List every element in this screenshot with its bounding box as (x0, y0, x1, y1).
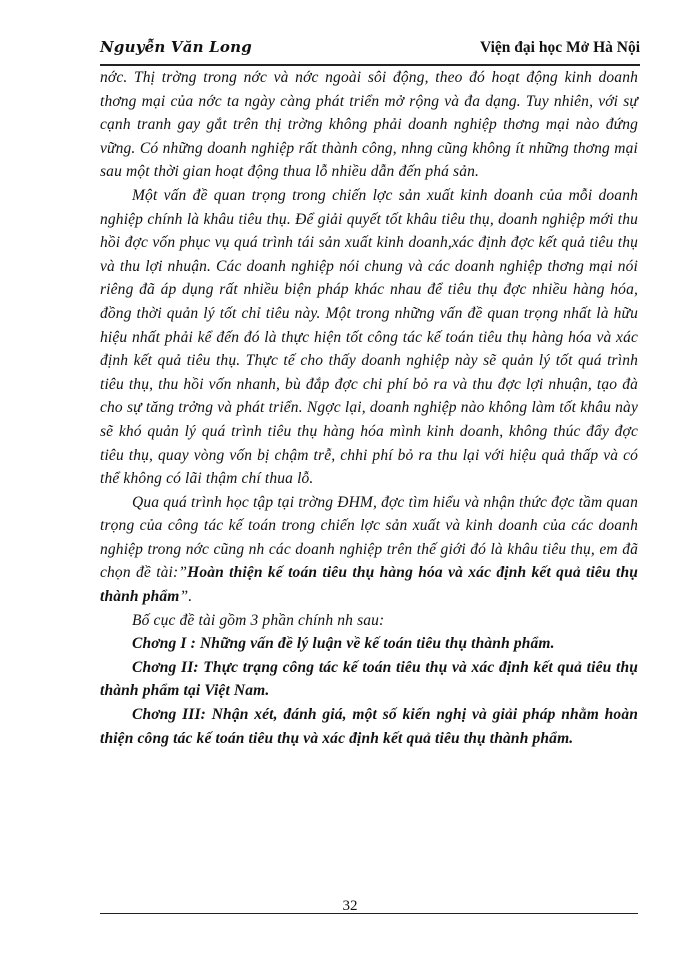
topic-open-quote: ” (178, 564, 188, 582)
page-number: 32 (342, 898, 358, 914)
chapter-3: Chơng III: Nhận xét, đánh giá, một số kiến nghị và giải pháp nhằm hoàn thiện công tác kế toán tiêu thụ và xác định kết quả tiêu thụ thành phẩm. (100, 706, 638, 747)
footer-rule (100, 913, 638, 914)
paragraph-3 (100, 491, 638, 609)
chapter-1: Chơng I : Những vấn đề lý luận về kế toán tiêu thụ thành phẩm. (132, 635, 555, 653)
paragraph-3-text: Qua quá trình học tập tại trờng ĐHM, đợc tìm hiểu và nhận thức đợc tầm quan trọng của công tác kế toán trong chiến lợc sản xuất và kinh doanh của các doanh nghiệp trong nớc cũng nh các doanh nghiệp trên thế giới đó là khâu tiêu thụ, em đã chọn đề tài: (100, 493, 638, 582)
body-text (100, 66, 638, 750)
chapter-2: Chơng II: Thực trạng công tác kế toán tiêu thụ và xác định kết quả tiêu thụ thành phẩm tại Việt Nam. (100, 658, 638, 700)
topic-close-quote: ”. (179, 588, 193, 606)
header-author: Nguyễn Văn Long (100, 38, 252, 56)
outline-intro: Bố cục đề tài gồm 3 phần chính nh sau: (132, 611, 385, 629)
topic-title: Hoàn thiện kế toán tiêu thụ hàng hóa và xác định kết quả tiêu thụ thành phẩm (100, 564, 638, 606)
header-institution: Viện đại học Mở Hà Nội (480, 39, 640, 56)
paragraph-2: Một vấn đề quan trọng trong chiến lợc sản xuất kinh doanh của mỗi doanh nghiệp chính là khâu tiêu thụ. Để giải quyết tốt khâu tiêu thụ, doanh nghiệp mới thu hồi đợc vốn phục vụ quá trình tái sản xuất kinh doanh,xác định đợc kết quả tiêu thụ và thu lợi nhuận. Các doanh nghiệp nói chung và các doanh nghiệp thơng mại nói riêng đã áp dụng rất nhiều biện pháp khác nhau để tiêu thụ đợc nhiều hàng hóa, đồng thời quản lý tốt chỉ tiêu này. Một trong những vấn đề quan trọng nhất là hữu hiệu nhất phải kể đến đó là thực hiện tốt công tác kế toán tiêu thụ hàng hóa và xác định kết quả tiêu thụ. Thực tế cho thấy doanh nghiệp này sẽ quản lý tốt quá trình tiêu thụ, thu hồi vốn nhanh, bù đắp đợc chi phí bỏ ra và thu đợc lợi nhuận, tạo đà cho sự tăng trởng và phát triển. Ngợc lại, doanh nghiệp nào không làm tốt khâu này sẽ khó quản lý quá trình tiêu thụ hàng hóa mình kinh doanh, không thúc đẩy đợc tiêu thụ, quay vòng vốn bị chậm trễ, chhi phí bỏ ra thu lại với hiệu quả thấp và có thể không có lãi thậm chí thua lỗ. (100, 186, 638, 488)
page-header (100, 38, 640, 66)
paragraph-1: nớc. Thị trờng trong nớc và nớc ngoài sôi động, theo đó hoạt động kinh doanh thơng mại của nớc ta ngày càng phát triển mở rộng và đa dạng. Tuy nhiên, với sự cạnh tranh gay gắt trên thị trờng không phải doanh nghiệp thơng mại nào đứng vững. Có những doanh nghiệp rất thành công, nhng cũng không ít những thơng mại sau một thời gian hoạt động thua lỗ nhiều dẫn đến phá sản. (100, 69, 638, 181)
